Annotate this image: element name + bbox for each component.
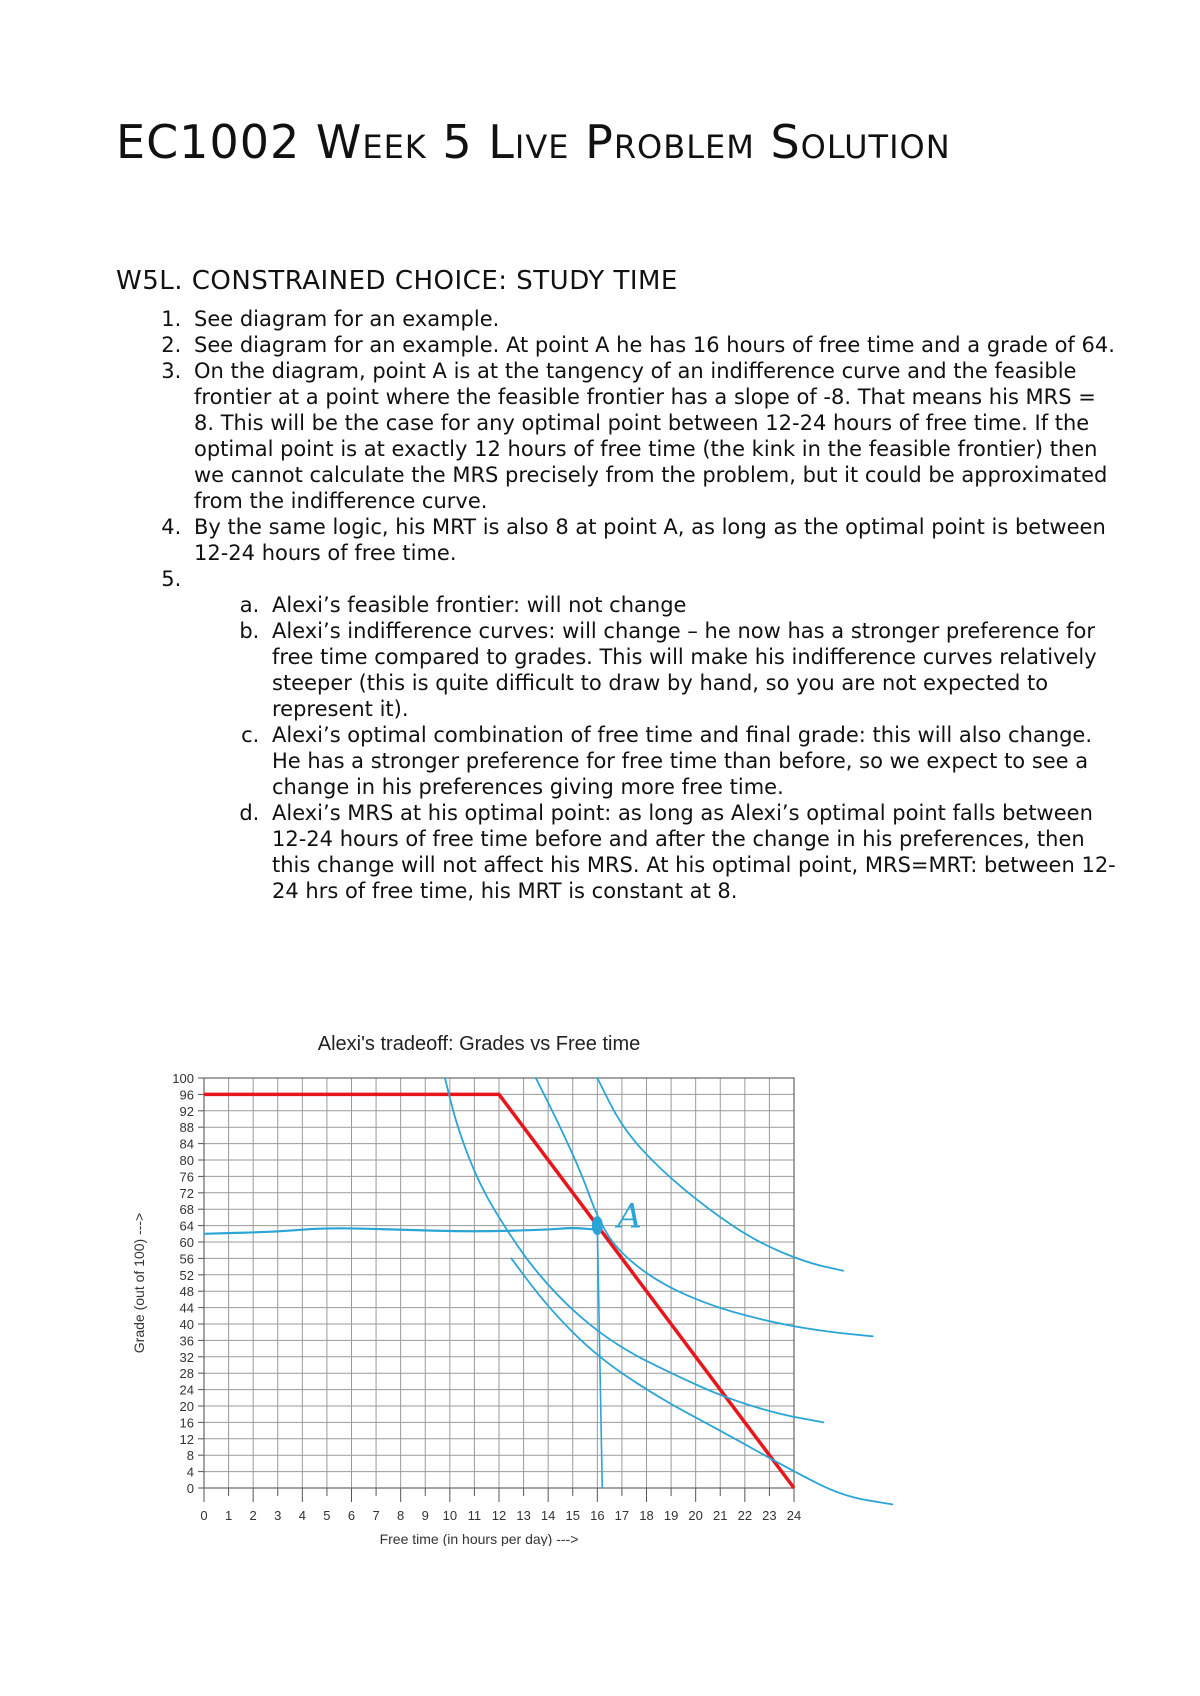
y-tick-label: 28 (179, 1366, 194, 1382)
y-tick-label: 96 (179, 1087, 194, 1103)
answer-5d: d. Alexi’s MRS at his optimal point: as long as Alexi’s optimal point falls between 12-24 hours of free time before and after the change in his preferences, then this change will not affect his MRS. At his optimal point, MRS=MRT: between 12-24 hrs of free time, his MRT is constant at 8. (266, 800, 1116, 904)
y-tick-label: 100 (172, 1071, 194, 1086)
x-tick-label: 19 (663, 1508, 679, 1523)
x-tick-label: 20 (688, 1508, 703, 1523)
x-tick-label: 17 (614, 1508, 630, 1523)
x-tick-label: 5 (323, 1508, 331, 1523)
indifference-curve (536, 1078, 873, 1336)
y-tick-label: 68 (179, 1202, 194, 1218)
x-tick-label: 24 (786, 1508, 802, 1523)
x-tick-label: 7 (372, 1508, 380, 1523)
y-tick-label: 32 (179, 1349, 194, 1365)
answer-list (116, 306, 1116, 904)
y-tick-label: 60 (179, 1235, 194, 1250)
y-tick-label: 20 (179, 1399, 194, 1414)
point-a-marker (592, 1217, 602, 1235)
x-tick-label: 0 (200, 1508, 208, 1523)
y-tick-label: 48 (179, 1284, 194, 1300)
x-tick-label: 14 (540, 1508, 556, 1523)
answer-5a: a. 5. Alexi’s feasible frontier: will not change (266, 592, 1116, 618)
y-tick-label: 44 (179, 1300, 194, 1316)
y-tick-label: 84 (179, 1136, 194, 1152)
x-tick-label: 2 (249, 1508, 257, 1523)
y-tick-label: 36 (179, 1333, 194, 1349)
answer-5 (188, 566, 1116, 904)
indifference-curve (445, 1078, 824, 1422)
y-tick-label: 40 (179, 1317, 194, 1332)
x-tick-label: 9 (421, 1508, 429, 1523)
x-tick-label: 11 (467, 1508, 482, 1523)
y-tick-label: 76 (179, 1169, 194, 1185)
answer-4: 4. By the same logic, his MRT is also 8 at point A, as long as the optimal point is between 12-24 hours of free time. (188, 514, 1116, 566)
x-tick-label: 10 (442, 1508, 458, 1523)
y-tick-label: 56 (179, 1251, 194, 1267)
x-axis-label: Free time (in hours per day) ---> (379, 1531, 579, 1546)
y-tick-label: 88 (179, 1120, 194, 1136)
y-tick-label: 52 (179, 1267, 194, 1283)
y-tick-label: 80 (179, 1153, 194, 1168)
indifference-curve (511, 1258, 892, 1504)
x-tick-label: 13 (516, 1508, 531, 1523)
x-tick-label: 8 (397, 1508, 405, 1523)
y-axis-label: Grade (out of 100) ---> (131, 1212, 147, 1354)
x-tick-label: 15 (565, 1508, 580, 1523)
answer-3: 3. On the diagram, point A is at the tangency of an indifference curve and the feasible frontier at a point where the feasible frontier has a slope of -8. That means his MRS = 8. This will be the case for any optimal point between 12-24 hours of free time. If the optimal point is at exactly 12 hours of free time (the kink in the feasible frontier) then we cannot calculate the MRS precisely from the problem, but it could be approximated from the indifference curve. (188, 358, 1116, 514)
tradeoff-chart (130, 1006, 930, 1546)
x-tick-label: 6 (347, 1508, 356, 1523)
page-title: EC1002 Week 5 Live Problem Solution (116, 115, 951, 169)
y-tick-label: 24 (179, 1382, 194, 1398)
y-tick-label: 72 (179, 1185, 194, 1201)
y-tick-label: 0 (186, 1481, 194, 1496)
chart-title: Alexi's tradeoff: Grades vs Free time (317, 1033, 641, 1055)
y-tick-label: 92 (179, 1103, 194, 1119)
answer-5b: b. Alexi’s indifference curves: will change – he now has a stronger preference for free time compared to grades. This will make his indifference curves relatively steeper (this is quite difficult to draw by hand, so you are not expected to represent it). (266, 618, 1116, 722)
answer-2: 2. See diagram for an example. At point A he has 16 hours of free time and a grade of 64. (188, 332, 1116, 358)
x-tick-label: 4 (298, 1508, 306, 1523)
x-tick-label: 18 (639, 1508, 654, 1523)
x-tick-label: 3 (274, 1508, 282, 1523)
x-tick-label: 1 (224, 1508, 233, 1523)
y-tick-label: 16 (179, 1415, 194, 1431)
point-a-label: A (617, 1196, 642, 1237)
y-tick-label: 64 (179, 1218, 194, 1234)
y-tick-label: 8 (186, 1448, 194, 1464)
x-tick-label: 23 (762, 1508, 777, 1523)
x-tick-label: 22 (737, 1508, 753, 1523)
y-tick-label: 4 (186, 1464, 194, 1480)
x-tick-label: 16 (590, 1508, 605, 1523)
answer-1: 1. See diagram for an example. (188, 306, 1116, 332)
x-tick-label: 21 (713, 1508, 728, 1523)
answer-5c: c. Alexi’s optimal combination of free time and final grade: this will also change. He has a stronger preference for free time than before, so we expect to see a change in his preferences giving more free time. (266, 722, 1116, 800)
y-tick-label: 12 (179, 1431, 194, 1447)
section-heading: W5L. CONSTRAINED CHOICE: STUDY TIME (116, 266, 678, 296)
x-tick-label: 12 (491, 1508, 507, 1523)
